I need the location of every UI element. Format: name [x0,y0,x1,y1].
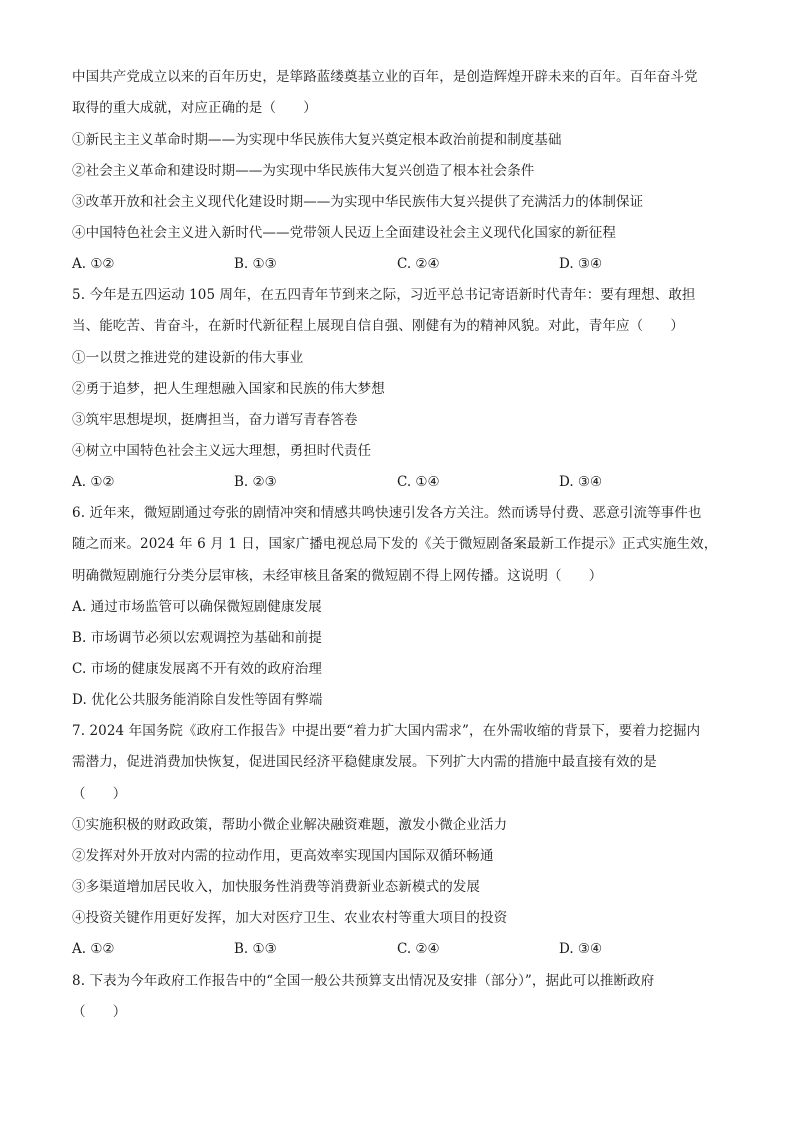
q5-stem-line-1: 5. 今年是五四运动 105 周年，在五四青年节到来之际，习近平总书记寄语新时代青年：要有理想、敢担 [72,287,696,303]
q5-item-2: ②勇于追梦，把人生理想融入国家和民族的伟大梦想 [72,381,385,397]
q4-stem-line-1: 中国共产党成立以来的百年历史，是筚路蓝缕奠基立业的百年，是创造辉煌开辟未来的百年。百年奋斗党 [72,69,698,85]
q6-choice-d: D. 优化公共服务能消除自发性等固有弊端 [72,692,323,708]
q7-item-2: ②发挥对外开放对内需的拉动作用，更高效率实现国内国际双循环畅通 [72,848,494,864]
q4-stem-line-2: 取得的重大成就，对应正确的是（ ） [72,100,317,116]
q4-item-4: ④中国特色社会主义进入新时代——党带领人民迈上全面建设社会主义现代化国家的新征程 [72,225,616,241]
q6-choice-c: C. 市场的健康发展离不开有效的政府治理 [72,661,322,677]
q6-choice-b: B. 市场调节必须以宏观调控为基础和前提 [72,630,323,646]
q7-stem-line-2: 需潜力，促进消费加快恢复，促进国民经济平稳健康发展。下列扩大内需的措施中最直接有效的是 [72,754,657,770]
q8-stem-line-2: （ ） [72,1004,127,1020]
q6-stem-line-1: 6. 近年来，微短剧通过夸张的剧情冲突和情感共鸣快速引发各方关注。然而诱导付费、恶意引流等事件也 [72,505,702,521]
q5-option-a: A. ①② [72,474,115,490]
q5-option-d: D. ③④ [559,474,603,490]
q7-stem-line-3: （ ） [72,786,127,802]
q7-item-3: ③多渠道增加居民收入，加快服务性消费等消费新业态新模式的发展 [72,879,480,895]
q5-item-1: ①一以贯之推进党的建设新的伟大事业 [72,350,304,366]
q4-option-d: D. ③④ [559,256,603,272]
q7-option-a: A. ①② [72,941,115,957]
q5-stem-line-2: 当、能吃苦、肯奋斗，在新时代新征程上展现自信自强、刚健有为的精神风貌。对此，青年应（ ） [72,318,684,334]
q4-item-2: ②社会主义革命和建设时期——为实现中华民族伟大复兴创造了根本社会条件 [72,163,535,179]
q6-stem-line-2: 随之而来。2024 年 6 月 1 日，国家广播电视总局下发的《关于微短剧备案最新工作提示》正式实施生效， [72,536,718,552]
q7-stem-line-1: 7. 2024 年国务院《政府工作报告》中提出要“着力扩大国内需求”，在外需收缩的背景下，要着力挖掘内 [72,723,701,739]
q7-option-c: C. ②④ [397,941,440,957]
q7-option-d: D. ③④ [559,941,603,957]
q6-stem-line-3: 明确微短剧施行分类分层审核，未经审核且备案的微短剧不得上网传播。这说明（ ） [72,568,603,584]
q7-option-b: B. ①③ [234,941,277,957]
q5-option-b: B. ②③ [234,474,277,490]
q5-option-c: C. ①④ [397,474,440,490]
q8-stem-line-1: 8. 下表为今年政府工作报告中的“全国一般公共预算支出情况及安排（部分）”，据此可以推断政府 [72,973,655,989]
q4-options [72,255,732,273]
q6-choice-a: A. 通过市场监管可以确保微短剧健康发展 [72,599,322,615]
q5-item-4: ④树立中国特色社会主义远大理想，勇担时代责任 [72,443,372,459]
q7-options [72,940,732,958]
q4-option-b: B. ①③ [234,256,277,272]
q5-options [72,473,732,491]
q7-item-4: ④投资关键作用更好发挥，加大对医疗卫生、农业农村等重大项目的投资 [72,910,508,926]
q4-option-a: A. ①② [72,256,115,272]
q4-item-3: ③改革开放和社会主义现代化建设时期——为实现中华民族伟大复兴提供了充满活力的体制保证 [72,194,644,210]
q5-item-3: ③筑牢思想堤坝，挺膺担当，奋力谱写青春答卷 [72,412,358,428]
q7-item-1: ①实施积极的财政政策，帮助小微企业解决融资难题，激发小微企业活力 [72,817,508,833]
q4-item-1: ①新民主主义革命时期——为实现中华民族伟大复兴奠定根本政治前提和制度基础 [72,132,562,148]
q4-option-c: C. ②④ [397,256,440,272]
